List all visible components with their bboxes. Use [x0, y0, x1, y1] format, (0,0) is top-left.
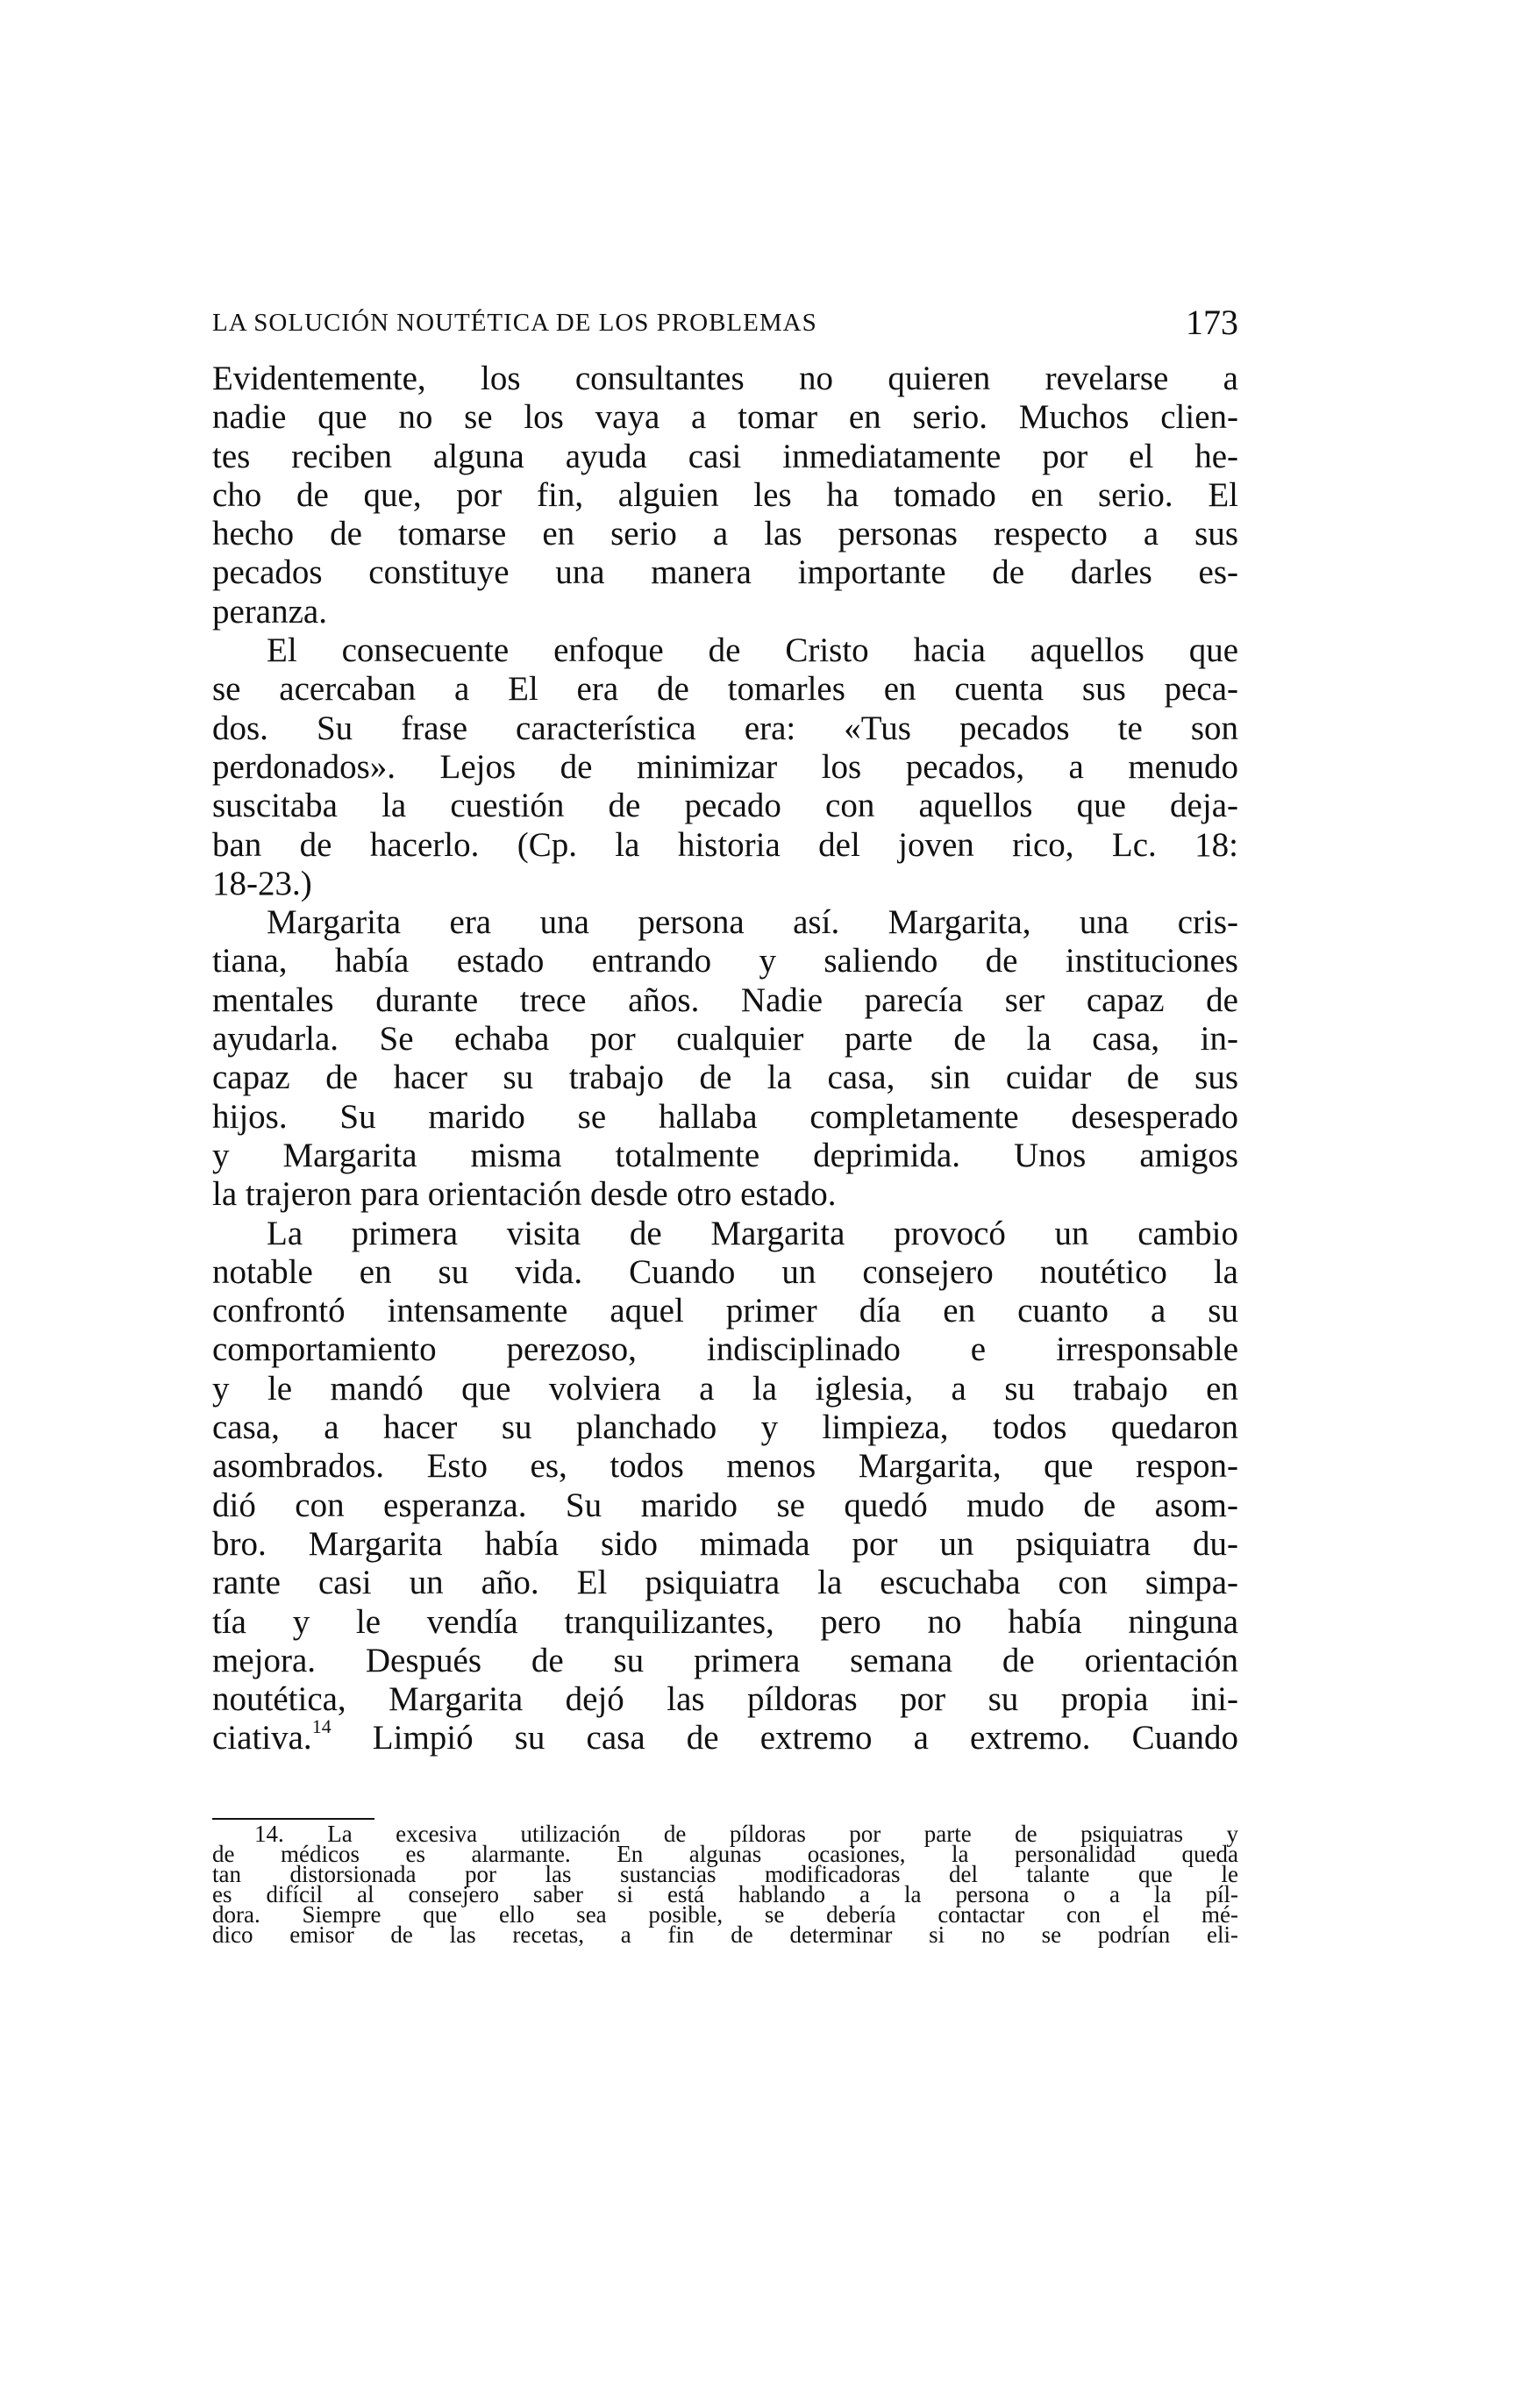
text-line: tes reciben alguna ayuda casi inmediatamente por el he- — [212, 437, 1238, 475]
text-line: se acercaban a El era de tomarles en cuenta sus peca- — [212, 670, 1238, 709]
footnote — [212, 1821, 1238, 1948]
footnote-line: de médicos es alarmante. En algunas ocasiones, la personalidad queda — [212, 1841, 1238, 1867]
text-line: La primera visita de Margarita provocó un cambio — [267, 1214, 1238, 1252]
text-line: dió con esperanza. Su marido se quedó mudo de asom- — [212, 1486, 1238, 1524]
text-line: Evidentemente, los consultantes no quieren revelarse a — [212, 360, 1238, 397]
text-line: tiana, había estado entrando y saliendo de instituciones — [212, 942, 1238, 980]
text-line: casa, a hacer su planchado y limpieza, todos quedaron — [212, 1408, 1238, 1447]
footnote-line: tan distorsionada por las sustancias modificadoras del talante que le — [212, 1861, 1238, 1887]
text-line: tía y le vendía tranquilizantes, pero no había ninguna — [212, 1602, 1238, 1641]
text-line: ayudarla. Se echaba por cualquier parte de la casa, in- — [212, 1020, 1238, 1059]
text-line: nadie que no se los vaya a tomar en serio. Muchos clien- — [212, 398, 1238, 437]
text-line: notable en su vida. Cuando un consejero noutético la — [212, 1252, 1238, 1291]
text-line: hijos. Su marido se hallaba completamente desesperado — [212, 1097, 1238, 1136]
text-line: cho de que, por fin, alguien les ha tomado en serio. El — [212, 475, 1238, 514]
footnote-line: 14. La excesiva utilización de píldoras por parte de psiquiatras y — [254, 1821, 1238, 1847]
text-line: comportamiento perezoso, indisciplinado e irresponsable — [212, 1330, 1238, 1369]
text-line: perdonados». Lejos de minimizar los pecados, a menudo — [212, 747, 1238, 786]
text-line: y Margarita misma totalmente deprimida. Unos amigos — [212, 1136, 1238, 1174]
text-line: y le mandó que volviera a la iglesia, a su trabajo en — [212, 1369, 1238, 1408]
text-line: rante casi un año. El psiquiatra la escuchaba con simpa- — [212, 1564, 1238, 1602]
footnote-line: es difícil al consejero saber si está hablando a la persona o a la píl- — [212, 1881, 1238, 1907]
page-number: 173 — [1186, 303, 1238, 342]
text-line-start: ciativa. — [212, 1719, 312, 1757]
footnote-reference: 14 — [311, 1715, 332, 1738]
text-line: la trajeron para orientación desde otro estado. — [212, 1175, 837, 1214]
running-header — [212, 302, 1238, 346]
text-line: confrontó intensamente aquel primer día en cuanto a su — [212, 1292, 1238, 1330]
text-line: El consecuente enfoque de Cristo hacia aquellos que — [267, 631, 1238, 670]
text-line: asombrados. Esto es, todos menos Margarita, que respon- — [212, 1447, 1238, 1486]
text-line: pecados constituye una manera importante de darles es- — [212, 553, 1238, 592]
footnote-line: dico emisor de las recetas, a fin de determinar si no se podrían eli- — [212, 1921, 1238, 1948]
text-line: peranza. — [212, 592, 327, 631]
text-line: mentales durante trece años. Nadie parecía ser capaz de — [212, 980, 1238, 1019]
body-text — [212, 360, 1238, 1758]
text-line: capaz de hacer su trabajo de la casa, sin cuidar de sus — [212, 1059, 1238, 1097]
text-line: mejora. Después de su primera semana de orientación — [212, 1641, 1238, 1679]
footnote-line: dora. Siempre que ello sea posible, se debería contactar con el mé- — [212, 1901, 1238, 1928]
text-line: dos. Su frase característica era: «Tus pecados te son — [212, 709, 1238, 747]
footnote-separator — [212, 1818, 374, 1820]
text-line: suscitaba la cuestión de pecado con aquellos que deja- — [212, 787, 1238, 825]
text-line-with-note — [212, 1715, 1238, 1757]
text-line: Margarita era una persona así. Margarita, una cris- — [267, 903, 1238, 942]
running-title: LA SOLUCIÓN NOUTÉTICA DE LOS PROBLEMAS — [212, 309, 817, 337]
text-line: hecho de tomarse en serio a las personas respecto a sus — [212, 515, 1238, 553]
text-line: 18-23.) — [212, 864, 312, 902]
text-line: bro. Margarita había sido mimada por un psiquiatra du- — [212, 1524, 1238, 1563]
text-line: ban de hacerlo. (Cp. la historia del joven rico, Lc. 18: — [212, 825, 1238, 864]
text-line: noutética, Margarita dejó las píldoras por su propia ini- — [212, 1680, 1238, 1719]
text-line-end: Limpió su casa de extremo a extremo. Cuando — [331, 1719, 1238, 1757]
